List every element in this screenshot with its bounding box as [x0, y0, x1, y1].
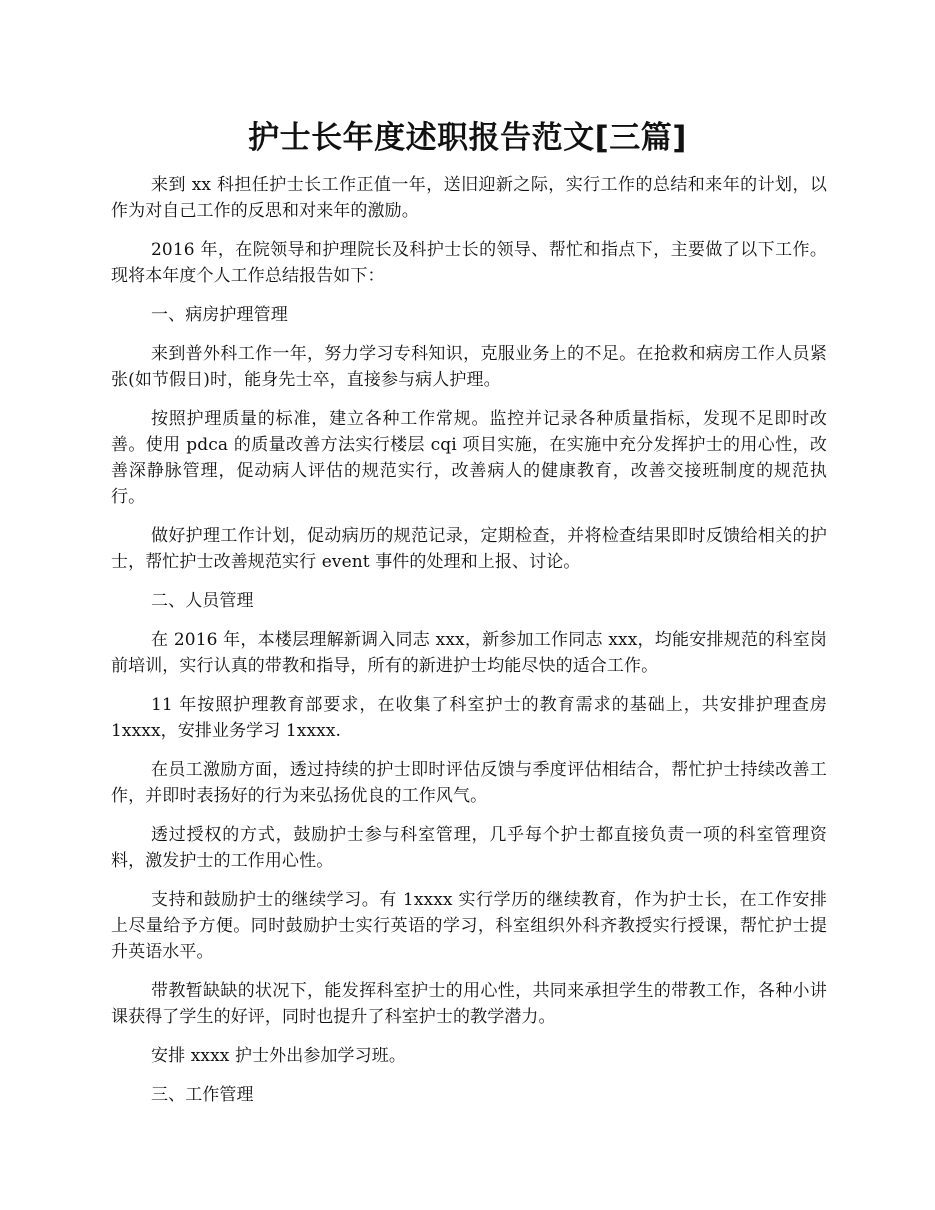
- paragraph: 按照护理质量的标准，建立各种工作常规。监控并记录各种质量指标，发现不足即时改善。使用 pdca 的质量改善方法实行楼层 cqi 项目实施，在实施中充分发挥护士的用心性，改善深静脉管理，促动病人评估的规范实行，改善病人的健康教育，改善交接班制度的规范执行。: [111, 409, 827, 507]
- paragraph: 在员工激励方面，透过持续的护士即时评估反馈与季度评估相结合，帮忙护士持续改善工作，并即时表扬好的行为来弘扬优良的工作风气。: [111, 760, 827, 806]
- section-heading-work-management: 三、工作管理: [151, 1085, 254, 1105]
- section-heading-ward-management: 一、病房护理管理: [151, 305, 288, 325]
- paragraph: 支持和鼓励护士的继续学习。有 1xxxx 实行学历的继续教育，作为护士长，在工作安排上尽量给予方便。同时鼓励护士实行英语的学习，科室组织外科齐教授实行授课，帮忙护士提升英语水平。: [111, 890, 827, 962]
- paragraph: 带教暂缺缺的状况下，能发挥科室护士的用心性，共同来承担学生的带教工作，各种小讲课获得了学生的好评，同时也提升了科室护士的教学潜力。: [111, 981, 827, 1027]
- document-title: 护士长年度述职报告范文[三篇]: [248, 120, 687, 156]
- paragraph: 来到普外科工作一年，努力学习专科知识，克服业务上的不足。在抢救和病房工作人员紧张(如节假日)时，能身先士卒，直接参与病人护理。: [111, 344, 827, 390]
- paragraph-summary-lead: 2016 年，在院领导和护理院长及科护士长的领导、帮忙和指点下，主要做了以下工作。现将本年度个人工作总结报告如下：: [111, 240, 827, 286]
- document-body: [111, 172, 827, 1121]
- paragraph: 做好护理工作计划，促动病历的规范记录，定期检查，并将检查结果即时反馈给相关的护士，帮忙护士改善规范实行 event 事件的处理和上报、讨论。: [111, 526, 827, 572]
- paragraph: 11 年按照护理教育部要求，在收集了科室护士的教育需求的基础上，共安排护理查房 1xxxx，安排业务学习 1xxxx.: [111, 695, 827, 741]
- paragraph: 安排 xxxx 护士外出参加学习班。: [151, 1046, 406, 1066]
- paragraph: 透过授权的方式，鼓励护士参与科室管理，几乎每个护士都直接负责一项的科室管理资料，激发护士的工作用心性。: [111, 825, 827, 871]
- section-heading-staff-management: 二、人员管理: [151, 591, 254, 611]
- paragraph-intro: 来到 xx 科担任护士长工作正值一年，送旧迎新之际，实行工作的总结和来年的计划，以作为对自己工作的反思和对来年的激励。: [111, 175, 827, 221]
- paragraph: 在 2016 年，本楼层理解新调入同志 xxx，新参加工作同志 xxx，均能安排规范的科室岗前培训，实行认真的带教和指导，所有的新进护士均能尽快的适合工作。: [111, 630, 827, 676]
